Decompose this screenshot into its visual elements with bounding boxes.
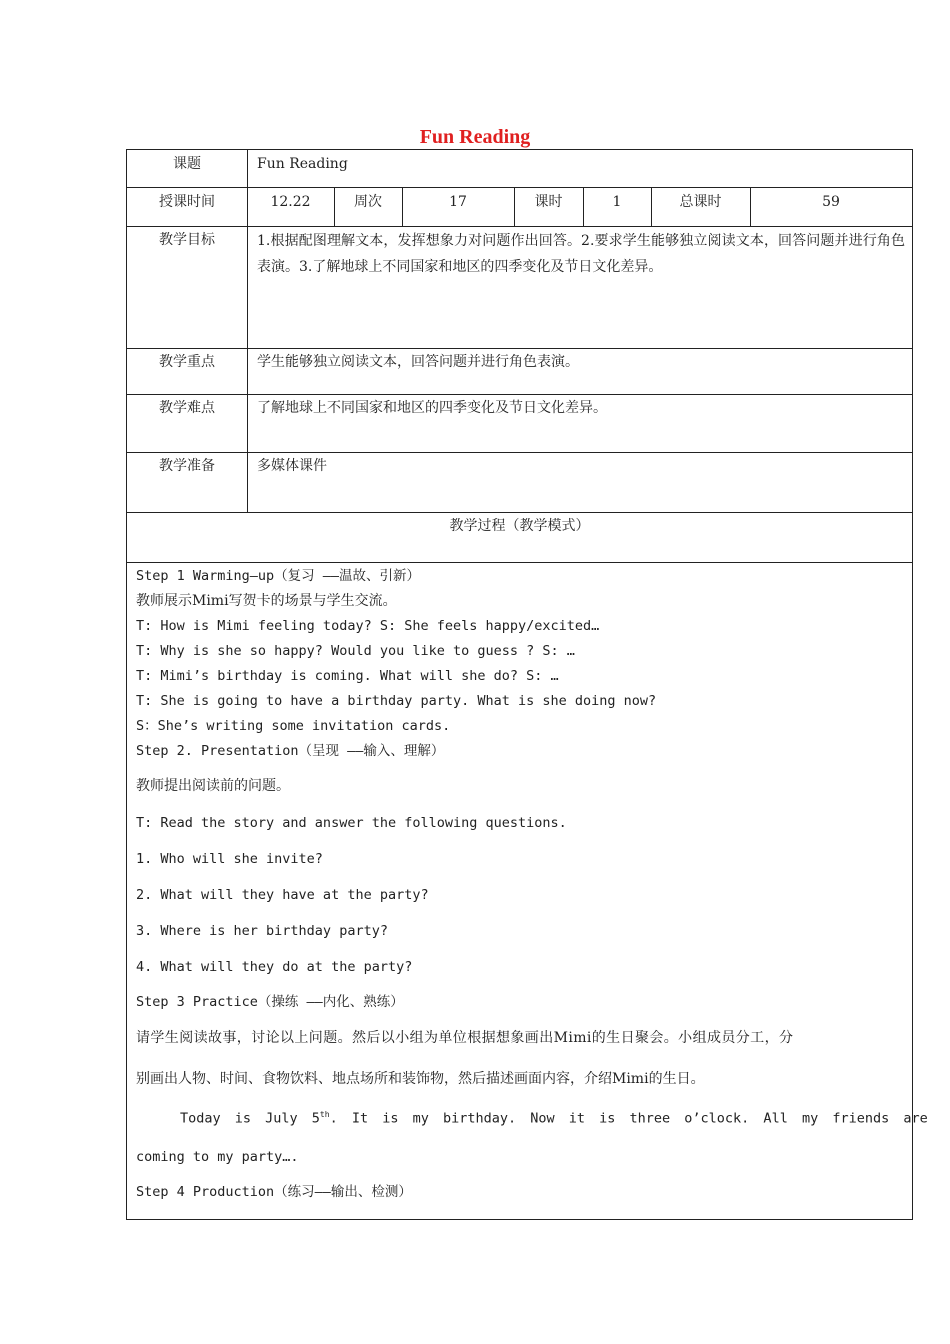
question-item: 2. What will they have at the party? [136,887,429,903]
step3-heading: Step 3 Practice（操练 ——内化、熟练） [136,994,404,1010]
goals-label: 教学目标 [159,232,215,248]
dialog-line: T: Why is she so happy? Would you like to guess ? S: … [136,643,575,659]
example-text: coming to my party…. [136,1149,299,1165]
period-label: 课时 [534,194,563,210]
prep-text: 多媒体课件 [257,458,327,474]
focus-label: 教学重点 [159,354,215,370]
step1-intro: 教师展示Mimi写贺卡的场景与学生交流。 [136,593,397,609]
dialog-line: T: Mimi’s birthday is coming. What will she do? S: … [136,668,559,684]
row-divider [127,394,912,395]
step2-heading: Step 2. Presentation（呈现 ——输入、理解） [136,743,445,759]
question-item: 3. Where is her birthday party? [136,923,388,939]
dialog-line: S：She’s writing some invitation cards. [136,718,451,734]
step4-heading: Step 4 Production（练习——输出、检测） [136,1184,412,1200]
row-divider [127,512,912,513]
lesson-plan-table [126,149,928,1220]
example-text [180,1104,928,1130]
row-divider [127,226,912,227]
week-value: 17 [449,194,467,210]
step1-heading: Step 1 Warming—up（复习 ——温故、引新） [136,568,421,584]
step2-task: T: Read the story and answer the following questions. [136,815,567,831]
dialog-line: T: How is Mimi feeling today? S: She feels happy/excited… [136,618,600,634]
topic-label: 课题 [173,156,201,172]
row-divider [127,452,912,453]
row-divider [127,348,912,349]
question-item: 1. Who will she invite? [136,851,323,867]
example-text-part: Today is July 5 [180,1110,320,1127]
time-label: 授课时间 [159,194,215,210]
question-item: 4. What will they do at the party? [136,959,413,975]
week-label: 周次 [354,194,382,210]
row-divider [127,562,912,563]
period-value: 1 [612,194,622,210]
example-text-part: . It is my birthday. Now it is three o’clock. All my friends are [329,1110,928,1127]
step3-text: 请学生阅读故事，讨论以上问题。然后以小组为单位根据想象画出Mimi的生日聚会。小组成员分工，分 [136,1030,794,1046]
difficulty-text: 了解地球上不同国家和地区的四季变化及节日文化差异。 [257,400,607,416]
total-value: 59 [822,194,840,210]
row-divider [127,187,912,188]
page-title: Fun Reading [419,126,531,148]
prep-label: 教学准备 [159,458,215,474]
time-value: 12.22 [270,194,311,210]
dialog-line: T: She is going to have a birthday party. What is she doing now? [136,693,657,709]
ordinal-suffix: th [319,1110,330,1119]
total-label: 总课时 [679,194,722,210]
focus-text: 学生能够独立阅读文本，回答问题并进行角色表演。 [257,354,579,370]
step2-intro: 教师提出阅读前的问题。 [136,778,290,794]
topic-value: Fun Reading [257,156,348,172]
step3-text: 别画出人物、时间、食物饮料、地点场所和装饰物，然后描述画面内容，介绍Mimi的生日。 [136,1071,705,1087]
difficulty-label: 教学难点 [159,400,215,416]
process-heading: 教学过程（教学模式） [449,518,590,534]
goals-text: 1.根据配图理解文本，发挥想象力对问题作出回答。2.要求学生能够独立阅读文本，回答问题并进行角色表演。3.了解地球上不同国家和地区的四季变化及节日文化差异。 [257,233,905,275]
